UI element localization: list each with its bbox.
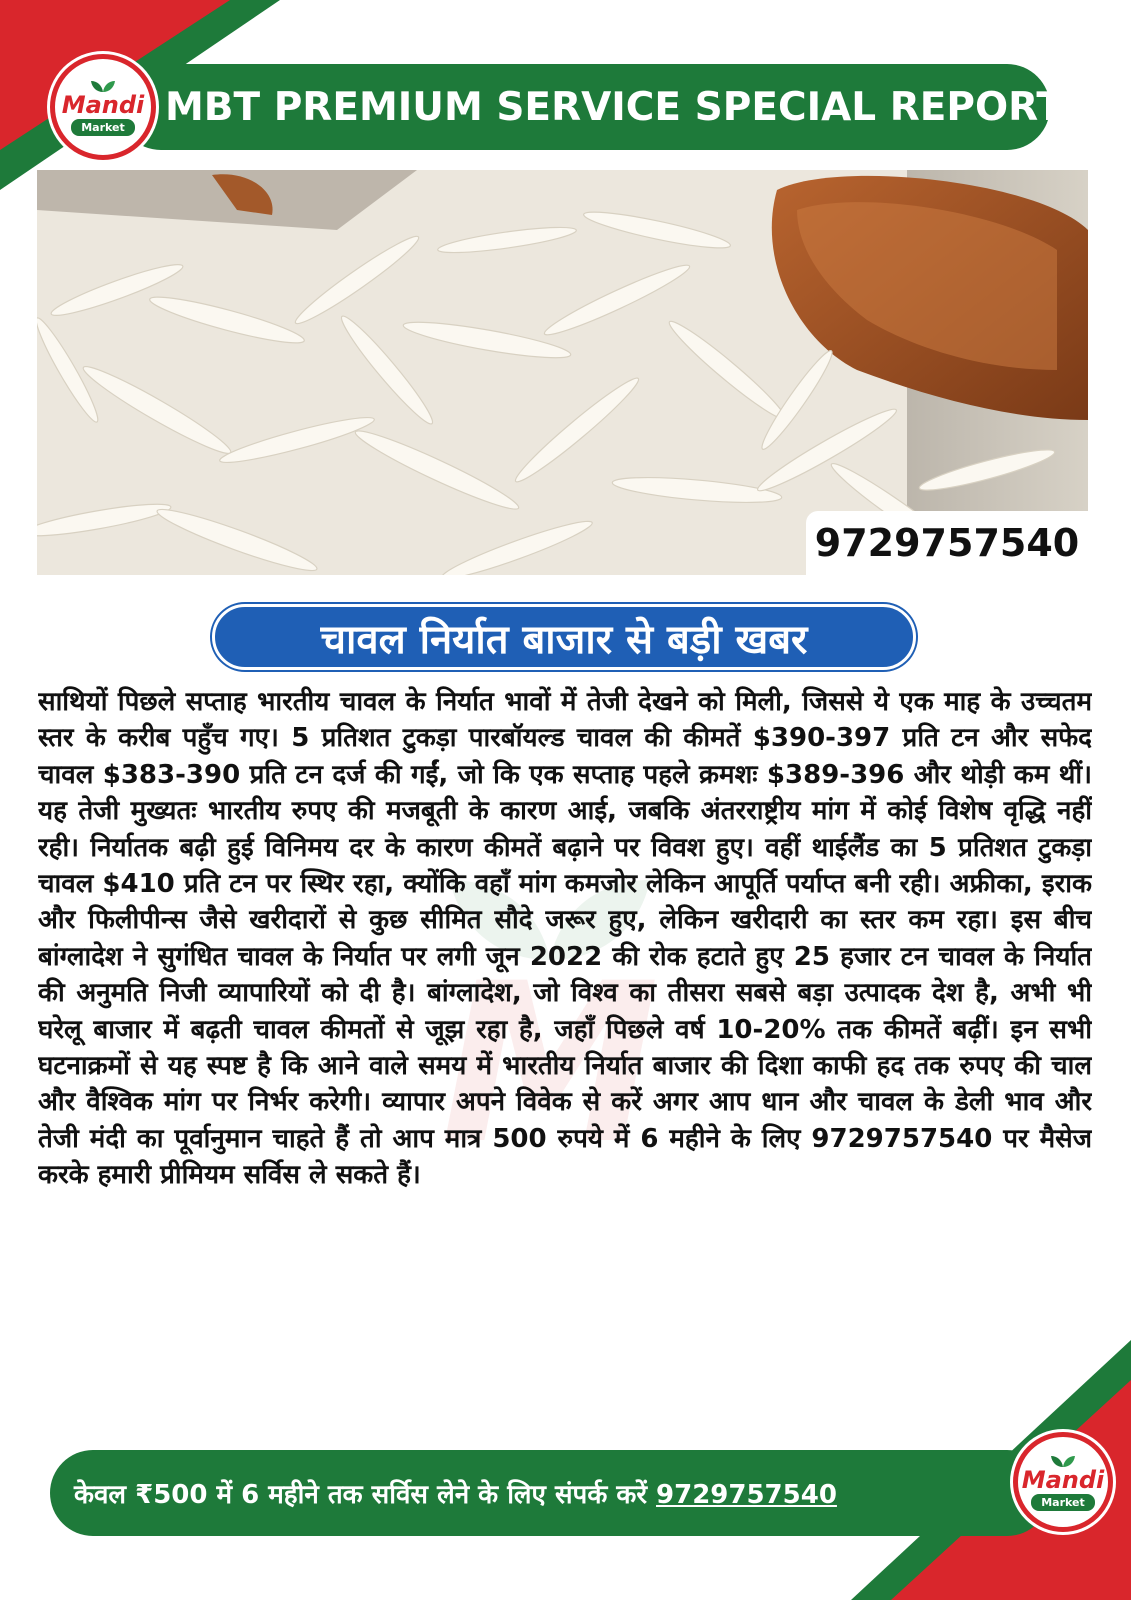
footer-cta: केवल ₹500 में 6 महीने तक सर्विस लेने के लिए संपर्क करें bbox=[74, 1480, 657, 1510]
headline: चावल निर्यात बाजार से बड़ी खबर bbox=[320, 616, 808, 663]
mandi-market-logo-footer bbox=[1013, 1432, 1113, 1532]
mandi-market-logo bbox=[50, 54, 156, 160]
svg-text:M: M bbox=[440, 936, 660, 1192]
page-title: MBT PREMIUM SERVICE SPECIAL REPORT bbox=[165, 84, 1063, 130]
footer-text bbox=[74, 1475, 837, 1511]
footer-phone-link[interactable]: 9729757540 bbox=[656, 1480, 837, 1510]
article-body: साथियों पिछले सप्ताह भारतीय चावल के निर्यात भावों में तेजी देखने को मिली, जिससे ये एक माह के उच्चतम स्तर के करीब पहुँच गए। 5 प्रतिशत टुकड़ा पारबॉयल्ड चावल की कीमतें $390-397 प्रति टन और सफेद चावल $383-390 प्रति टन दर्ज की गईं, जो कि एक सप्ताह पहले क्रमशः $389-396 और थोड़ी कम थीं। यह तेजी मुख्यतः भारतीय रुपए की मजबूती के कारण आई, जबकि अंतरराष्ट्रीय मांग में कोई विशेष वृद्धि नहीं रही। निर्यातक बढ़ी हुई विनिमय दर के कारण कीमतें बढ़ाने पर विवश हुए। वहीं थाईलैंड का 5 प्रतिशत टुकड़ा चावल $410 प्रति टन पर स्थिर रहा, क्योंकि वहाँ मांग कमजोर लेकिन आपूर्ति पर्याप्त बनी रही। अफ्रीका, इराक और फिलीपीन्स जैसे खरीदारों से कुछ सीमित सौदे जरूर हुए, लेकिन खरीदारी का स्तर कम रहा। इस बीच बांग्लादेश ने सुगंधित चावल के निर्यात पर लगी जून 2022 की रोक हटाते हुए 25 हजार टन चावल के निर्यात की अनुमति निजी व्यापारियों को दी है। बांग्लादेश, जो विश्व का तीसरा सबसे बड़ा उत्पादक देश है, अभी भी घरेलू बाजार में बढ़ती चावल कीमतों से जूझ रहा है, जहाँ पिछले वर्ष 10-20% तक कीमतें बढ़ीं। इन सभी घटनाक्रमों से यह स्पष्ट है कि आने वाले समय में भारतीय निर्यात बाजार की दिशा काफी हद तक रुपए की चाल और वैश्विक मांग पर निर्भर करेगी। व्यापार अपने विवेक से करें अगर आप धान और चावल के डेली भाव और तेजी मंदी का पूर्वानुमान चाहते हैं तो आप मात्र 500 रुपये में 6 महीने के लिए 9729757540 पर मैसेज करके हमारी प्रीमियम सर्विस ले सकते हैं। bbox=[38, 687, 1092, 1191]
footer-bar bbox=[50, 1450, 1050, 1536]
logo-brand: Mandi bbox=[1021, 1465, 1105, 1494]
hero-phone-number: 9729757540 bbox=[814, 521, 1080, 565]
logo-brand: Mandi bbox=[61, 90, 145, 119]
headline-pill bbox=[212, 604, 916, 670]
header-bar bbox=[118, 64, 1063, 150]
hero-phone-badge bbox=[806, 511, 1088, 575]
logo-sub: Market bbox=[71, 119, 135, 136]
logo-sub: Market bbox=[1031, 1494, 1095, 1511]
hero-image bbox=[37, 170, 1088, 575]
